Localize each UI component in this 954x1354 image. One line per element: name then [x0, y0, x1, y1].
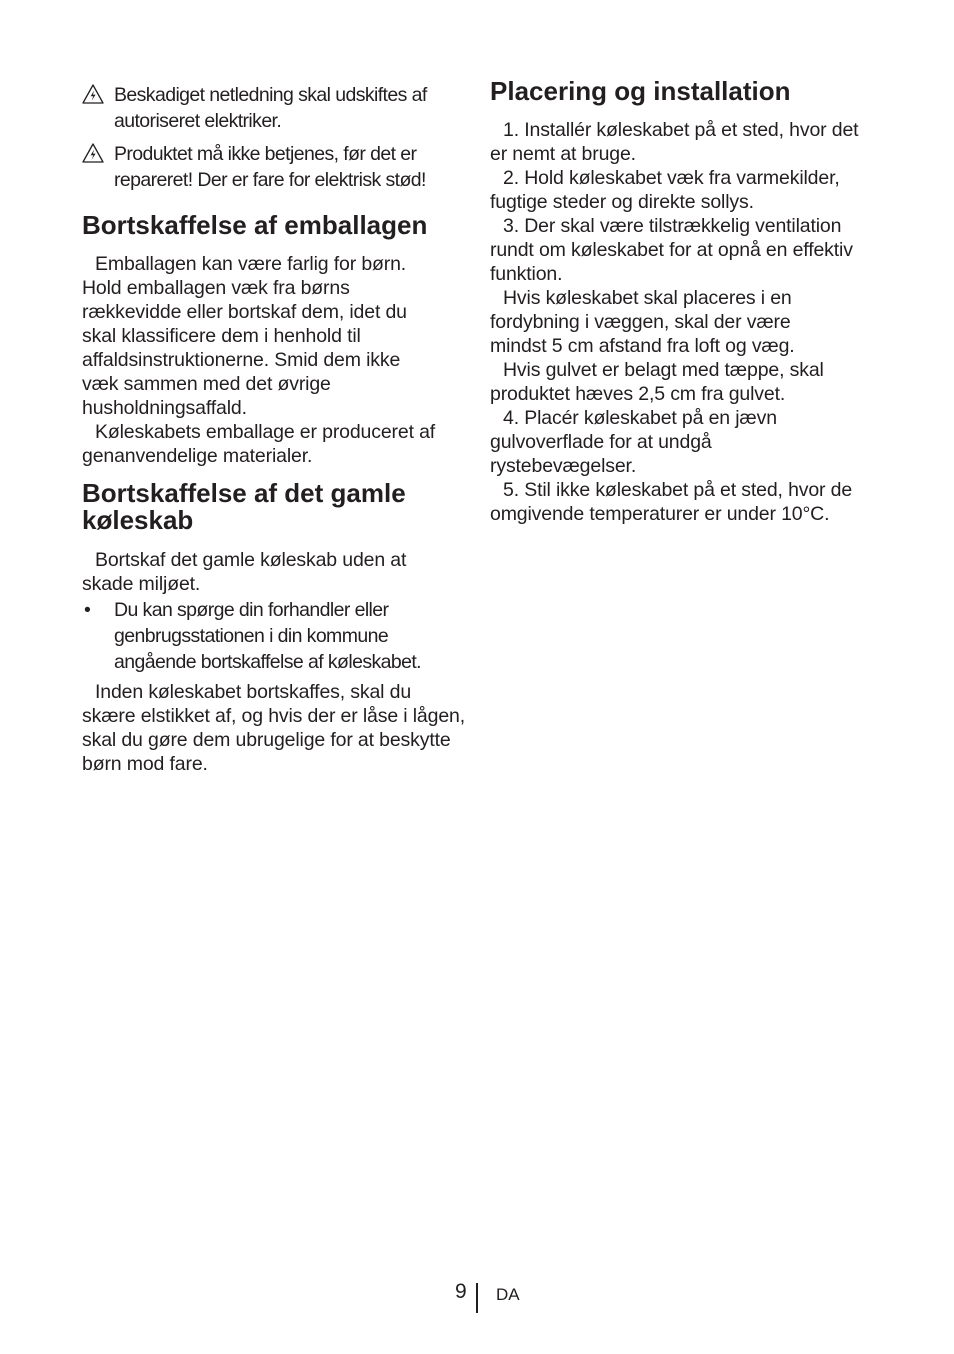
placement-paragraph: 2. Hold køleskabet væk fra varmekilder, fugtige steder og direkte sollys. — [490, 167, 840, 213]
packaging-paragraph-2: Køleskabets emballage er produceret af genanvendelige materialer. — [82, 421, 436, 467]
warning-item — [82, 141, 468, 193]
placement-paragraph: 5. Stil ikke køleskabet på et sted, hvor de omgivende temperaturer er under 10°C. — [490, 479, 853, 525]
warning-text: Produktet må ikke betjenes, før det er repareret! Der er fare for elektrisk stød! — [114, 143, 426, 191]
footer-divider — [476, 1283, 478, 1313]
placement-paragraph: Hvis køleskabet skal placeres i en fordybning i væggen, skal der være mindst 5 cm afstand fra loft og væg. — [490, 287, 795, 357]
placement-paragraph: 3. Der skal være tilstrækkelig ventilation rundt om køleskabet for at opnå en effektiv funktion. — [490, 215, 853, 285]
placement-paragraph: Hvis gulvet er belagt med tæppe, skal produktet hæves 2,5 cm fra gulvet. — [490, 359, 824, 405]
old-fridge-paragraph-1: Bortskaf det gamle køleskab uden at skade miljøet. — [82, 549, 407, 595]
section-heading-placement: Placering og installation — [490, 76, 791, 106]
placement-paragraph: 4. Placér køleskabet på en jævn gulvoverflade for at undgå rystebevægelser. — [490, 407, 777, 477]
page-number: 9 — [455, 1280, 467, 1303]
bullet-text: Du kan spørge din forhandler eller genbrugsstationen i din kommune angående bortskaffelse af køleskabet. — [114, 599, 421, 673]
section-heading-packaging: Bortskaffelse af emballagen — [82, 210, 428, 240]
language-code: DA — [496, 1285, 520, 1304]
bullet-list-item — [82, 597, 468, 675]
packaging-paragraph-1: Emballagen kan være farlig for børn. Hold emballagen væk fra børns rækkevidde eller bortskaf dem, idet du skal klassificere dem i henhold til affaldsinstruktionerne. Smid dem ikke væk sammen med det øvrige husholdningsaffald. — [82, 253, 407, 419]
warning-triangle-icon — [82, 84, 104, 104]
old-fridge-paragraph-2: Inden køleskabet bortskaffes, skal du skære elstikket af, og hvis der er låse i lågen, skal du gøre dem ubrugelige for at beskytte børn mod fare. — [82, 681, 465, 775]
section-heading-old-fridge: Bortskaffelse af det gamle køleskab — [82, 478, 406, 535]
placement-paragraph: 1. Installér køleskabet på et sted, hvor det er nemt at bruge. — [490, 119, 859, 165]
warning-triangle-icon — [82, 143, 104, 163]
bullet-marker: • — [84, 599, 91, 621]
warning-item — [82, 82, 468, 134]
warning-text: Beskadiget netledning skal udskiftes af autoriseret elektriker. — [114, 84, 427, 132]
